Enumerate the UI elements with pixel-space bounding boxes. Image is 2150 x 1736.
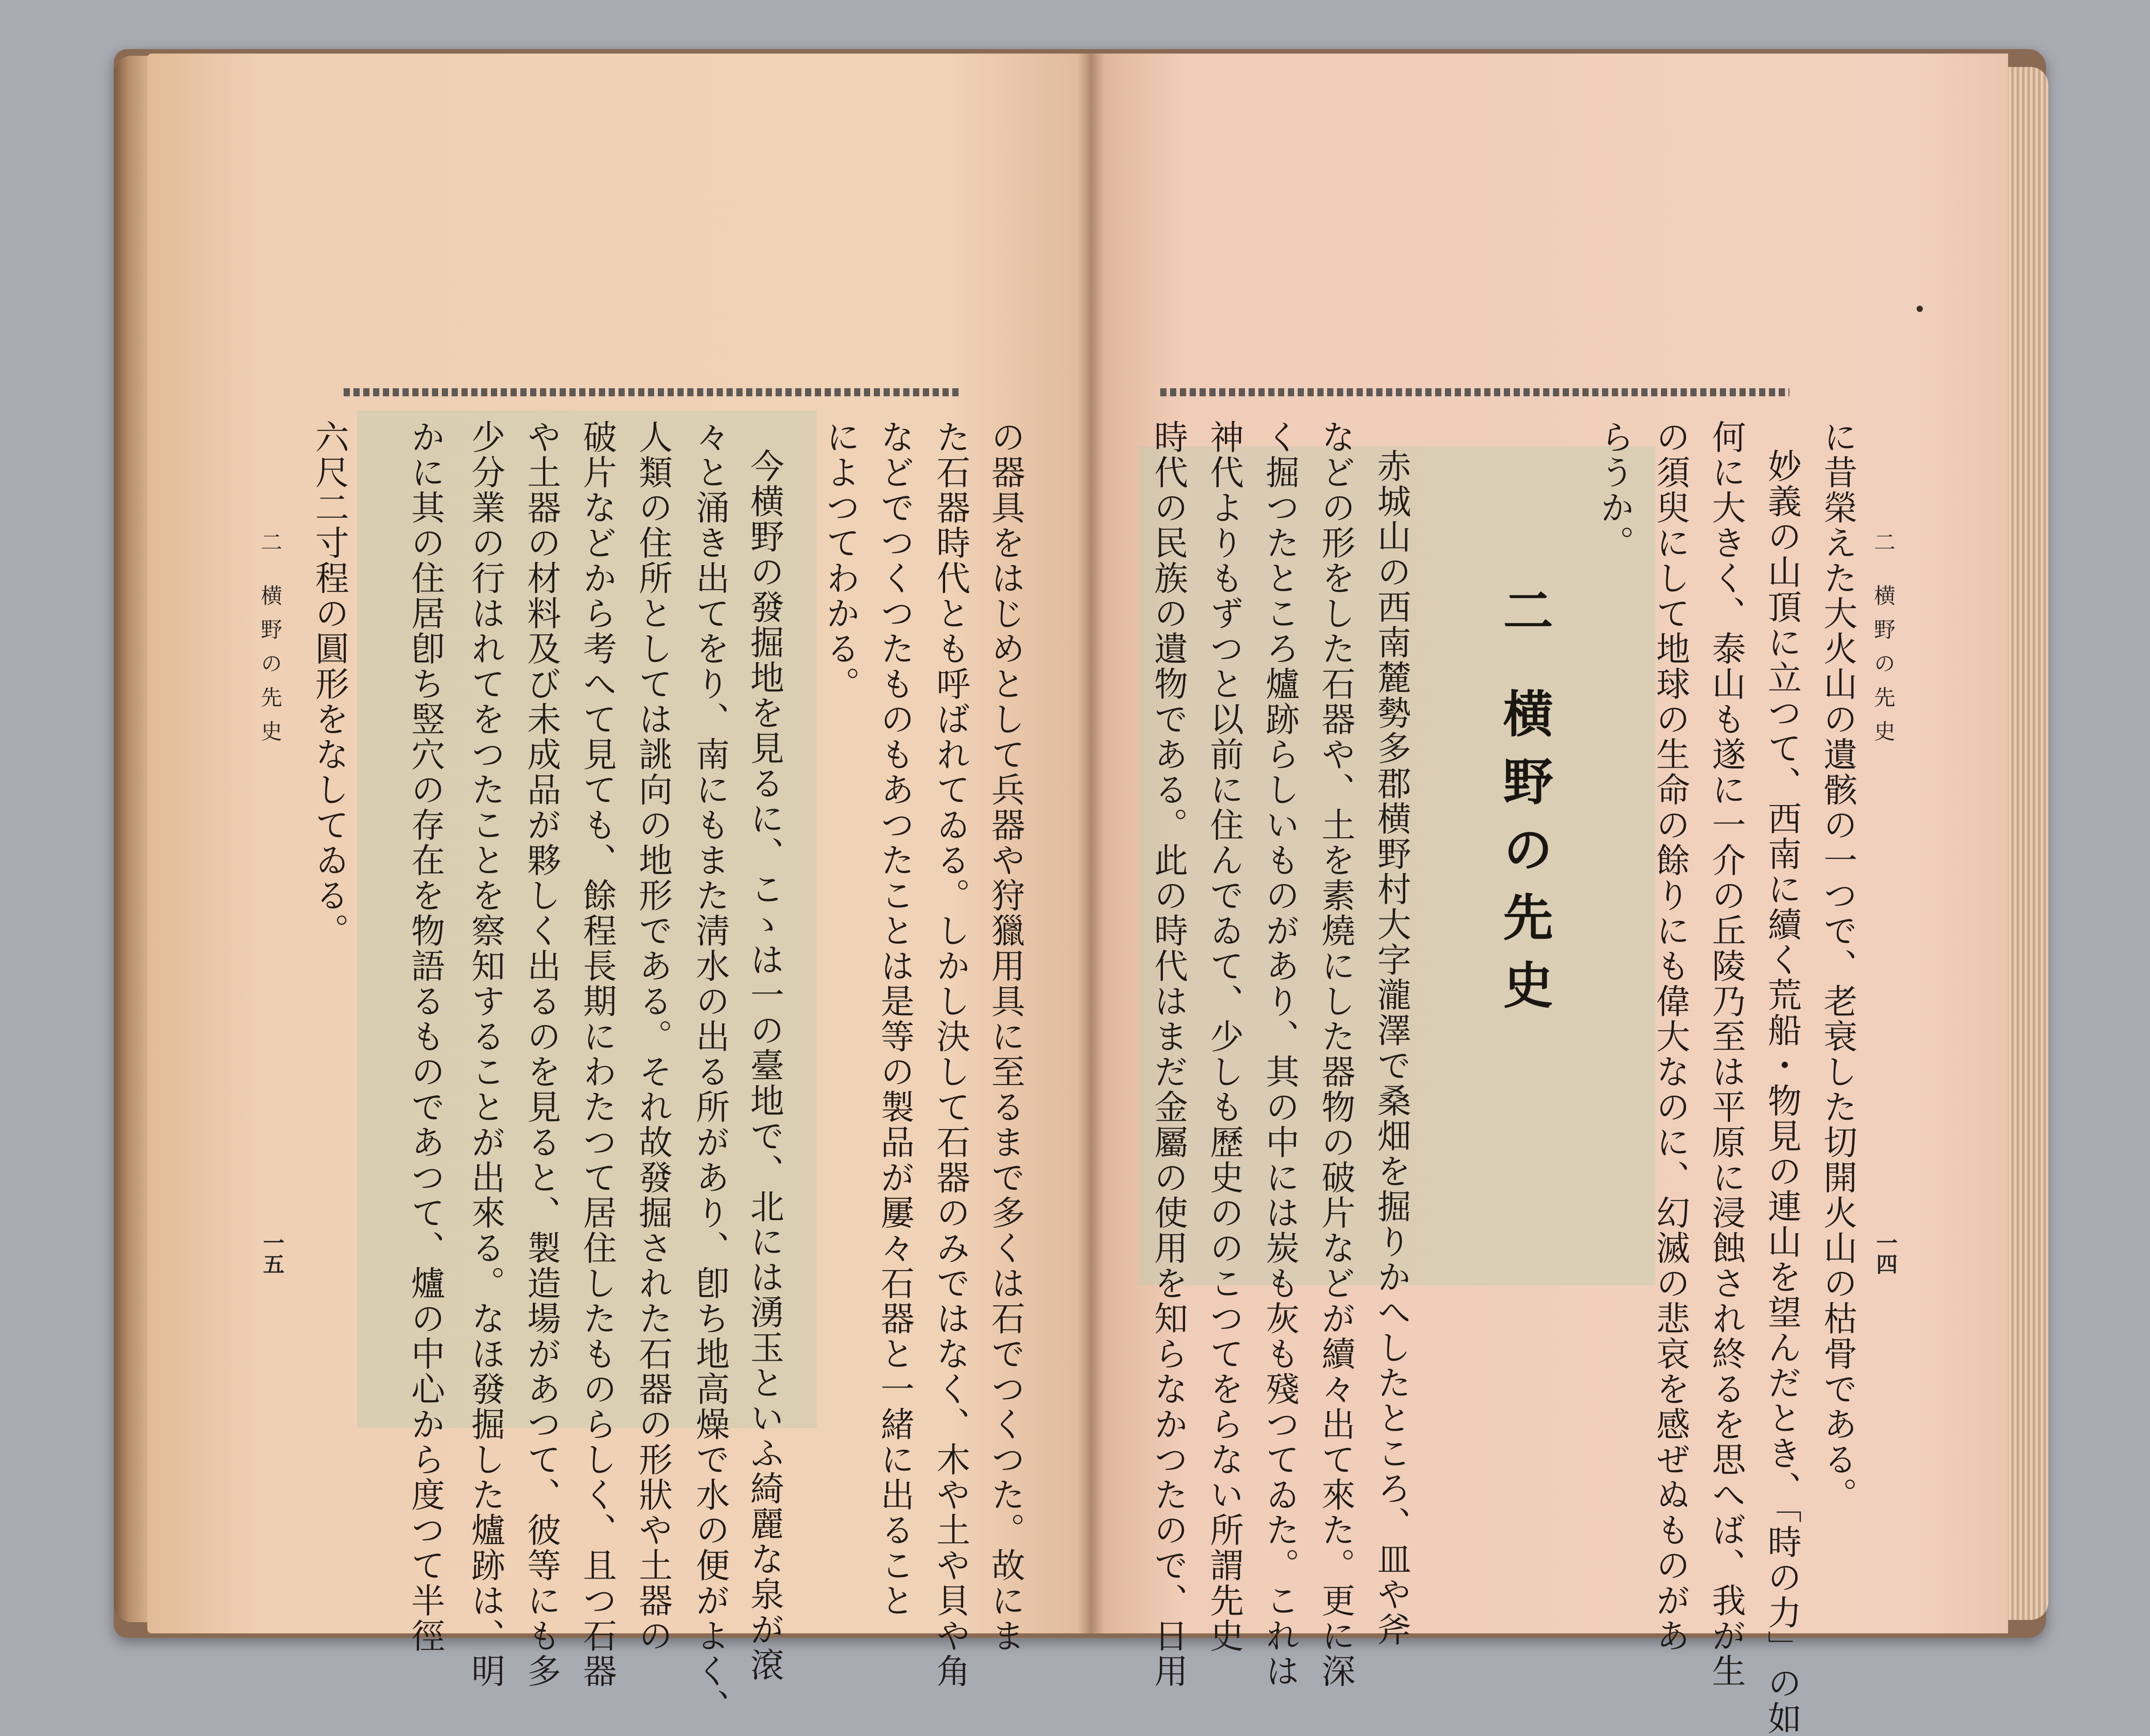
page-edge-right bbox=[2006, 67, 2048, 1620]
right-line-8: く掘つたところ爐跡らしいものがあり、其の中には炭も灰も殘つてゐた。これは bbox=[1260, 419, 1300, 1689]
left-line-10: 少分業の行はれてをつたことを察知することが出來る。なほ發掘した爐跡は、明 bbox=[466, 419, 506, 1689]
right-line-10: 時代の民族の遺物である。此の時代はまだ金屬の使用を知らなかつたので、日用 bbox=[1149, 419, 1188, 1689]
left-page-rule bbox=[344, 388, 959, 396]
right-line-3: 何に大きく、泰山も遂に一介の丘陵乃至は平原に浸蝕され終るを思へば、我が生 bbox=[1706, 419, 1746, 1689]
ink-dot bbox=[1917, 306, 1923, 312]
chapter-title: 二 横野の先史 bbox=[1495, 585, 1553, 1027]
page-edge-left bbox=[114, 56, 152, 1622]
left-line-1: の器具をはじめとして兵器や狩獵用具に至るまで多くは石でつくつた。故にま bbox=[986, 419, 1025, 1653]
left-line-12: 六尺二寸程の圓形をなしてゐる。 bbox=[310, 419, 349, 948]
left-line-6: 々と涌き出てをり、南にもまた淸水の出る所があり、卽ち地高燥で水の便がよく、 bbox=[690, 419, 730, 1724]
right-line-5: らうか。 bbox=[1595, 419, 1635, 561]
right-page-rule bbox=[1160, 388, 1789, 396]
left-page-number: 一五 bbox=[259, 1232, 284, 1275]
right-running-header: 二 横野の先史 bbox=[1870, 531, 1895, 754]
right-line-1: に昔榮えた大火山の遺骸の一つで、老衰した切開火山の枯骨である。 bbox=[1818, 419, 1858, 1512]
right-page-number: 一四 bbox=[1872, 1232, 1897, 1275]
right-line-7: などの形をした石器や、土を素燒にした器物の破片などが續々出て來た。更に深 bbox=[1316, 419, 1356, 1689]
left-line-3: などでつくつたものもあつたことは是等の製品が屢々石器と一緒に出ること bbox=[875, 419, 915, 1618]
right-line-4: の須臾にして地球の生命の餘りにも偉大なのに、幻滅の悲哀を感ぜぬものがあ bbox=[1651, 419, 1690, 1653]
left-line-11: かに其の住居卽ち竪穴の存在を物語るものであつて、爐の中心から度つて半徑 bbox=[406, 419, 445, 1653]
left-line-7: 人類の住所としては誂向の地形である。それ故發掘された石器の形狀や土器の bbox=[633, 419, 673, 1653]
right-line-2: 妙義の山頂に立つて、西南に續く荒船・物見の連山を望んだとき、「時の力」の如 bbox=[1762, 449, 1802, 1736]
right-line-6: 赤城山の西南麓勢多郡横野村大字瀧澤で桑畑を掘りかへしたところ、皿や斧 bbox=[1372, 449, 1411, 1647]
right-line-9: 神代よりもずつと以前に住んでゐて、少しも歷史ののこつてをらない所謂先史 bbox=[1204, 419, 1244, 1653]
left-line-4: によつてわかる。 bbox=[821, 419, 860, 702]
left-line-2: た石器時代とも呼ばれてゐる。しかし決して石器のみではなく、木や土や貝や角 bbox=[931, 419, 971, 1689]
left-line-8: 破片などから考へて見ても、餘程長期にわたつて居住したものらしく、且つ石器 bbox=[577, 419, 617, 1689]
left-line-5: 今横野の發掘地を見るに、こゝは一の臺地で、北には湧玉といふ綺麗な泉が滾 bbox=[745, 449, 784, 1682]
book-gutter bbox=[1078, 54, 1104, 1633]
left-running-header: 二 横野の先史 bbox=[257, 531, 282, 754]
left-line-9: や土器の材料及び未成品が夥しく出るのを見ると、製造場があつて、彼等にも多 bbox=[522, 419, 561, 1689]
